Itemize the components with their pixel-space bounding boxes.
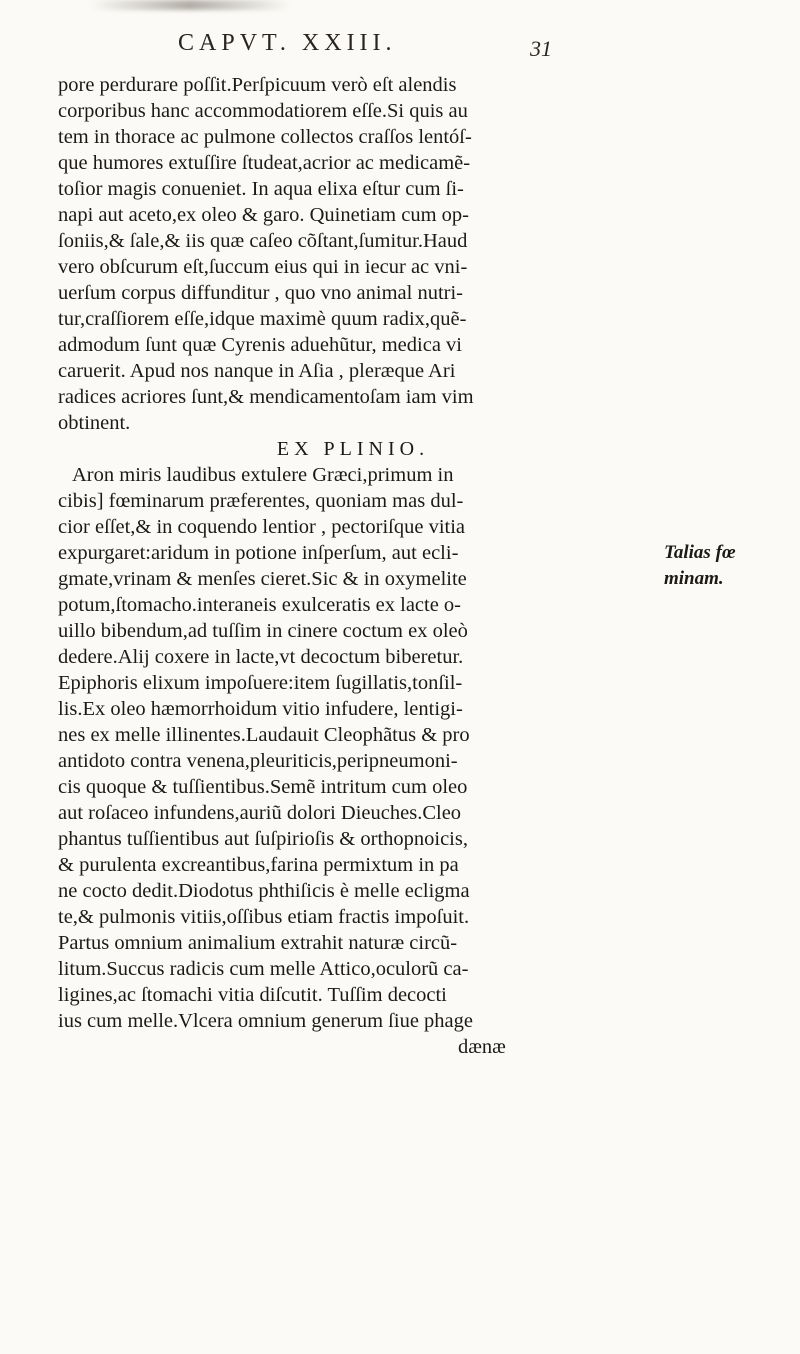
text-line: pore perdurare poſſit.Perſpicuum verò eſt alendis — [58, 74, 457, 96]
text-line: vero obſcurum eſt,ſuccum eius qui in iecur ac vni- — [58, 256, 468, 278]
text-line: ligines,ac ſtomachi vitia diſcutit. Tuſſim decocti — [58, 984, 447, 1006]
text-line: tur,craſſiorem eſſe,idque maximè quum radix,quẽ- — [58, 308, 467, 330]
text-line: uerſum corpus diffunditur , quo vno animal nutri- — [58, 282, 463, 304]
text-line: Aron miris laudibus extulere Græci,primum in — [72, 464, 454, 486]
text-line: napi aut aceto,ex oleo & garo. Quinetiam cum op- — [58, 204, 470, 226]
running-head: CAPVT. XXIII. — [178, 30, 397, 56]
text-line: phantus tuſſientibus aut ſuſpirioſis & orthopnoicis, — [58, 828, 468, 850]
text-line: corporibus hanc accommodatiorem eſſe.Si quis au — [58, 100, 468, 122]
text-line: potum,ſtomacho.interaneis exulceratis ex lacte o- — [58, 594, 462, 616]
text-line: ne cocto dedit.Diodotus phthiſicis è melle ecligma — [58, 880, 470, 902]
text-line: ius cum melle.Vlcera omnium generum ſiue phage — [58, 1010, 473, 1032]
section-heading: EX PLINIO. — [276, 438, 430, 460]
text-line: expurgaret:aridum in potione inſperſum, aut ecli- — [58, 542, 459, 564]
text-line: te,& pulmonis vitiis,oſſibus etiam fractis impoſuit. — [58, 906, 470, 928]
text-line: Epiphoris elixum impoſuere:item ſugillatis,tonſil- — [58, 672, 463, 694]
text-line: nes ex melle illinentes.Laudauit Cleophãtus & pro — [58, 724, 470, 746]
text-line: que humores extuſſire ſtudeat,acrior ac medicamẽ- — [58, 152, 471, 174]
ink-smudge — [90, 0, 290, 10]
body-text — [58, 72, 628, 1060]
marginal-note-line: minam. — [664, 568, 724, 589]
text-line: aut roſaceo infundens,auriũ dolori Dieuches.Cleo — [58, 802, 462, 824]
marginal-note-line: Talias fœ — [664, 542, 736, 563]
text-line: radices acriores ſunt,& mendicamentoſam iam vim — [58, 386, 474, 408]
text-line: & purulenta excreantibus,farina permixtum in pa — [58, 854, 459, 876]
text-line: uillo bibendum,ad tuſſim in cinere coctum ex oleò — [58, 620, 468, 642]
text-line: lis.Ex oleo hæmorrhoidum vitio infudere, lentigi- — [58, 698, 463, 720]
text-line: gmate,vrinam & menſes cieret.Sic & in oxymelite — [58, 568, 467, 590]
text-line: obtinent. — [58, 412, 131, 434]
text-line: cior eſſet,& in coquendo lentior , pectoriſque vitia — [58, 516, 466, 538]
page-number: 31 — [530, 36, 552, 61]
text-line: Partus omnium animalium extrahit naturæ circũ- — [58, 932, 458, 954]
text-line: antidoto contra venena,pleuriticis,peripneumoni- — [58, 750, 458, 772]
marginal-note — [664, 540, 794, 592]
text-line: admodum ſunt quæ Cyrenis aduehũtur, medica vi — [58, 334, 462, 356]
text-line: litum.Succus radicis cum melle Attico,oculorũ ca- — [58, 958, 469, 980]
text-line: ſoniis,& ſale,& iis quæ caſeo cõſtant,ſumitur.Haud — [58, 230, 468, 252]
text-line: dedere.Alij coxere in lacte,vt decoctum biberetur. — [58, 646, 464, 668]
text-line: cibis] fœminarum præferentes, quoniam mas dul- — [58, 490, 464, 512]
text-line: tem in thorace ac pulmone collectos craſſos lentóſ- — [58, 126, 472, 148]
text-line: caruerit. Apud nos nanque in Aſia , pleræque Ari — [58, 360, 456, 382]
closing-word: dænæ — [458, 1036, 506, 1058]
text-line: cis quoque & tuſſientibus.Semẽ intritum cum oleo — [58, 776, 468, 798]
text-line: toſior magis conueniet. In aqua elixa eſtur cum ſi- — [58, 178, 464, 200]
